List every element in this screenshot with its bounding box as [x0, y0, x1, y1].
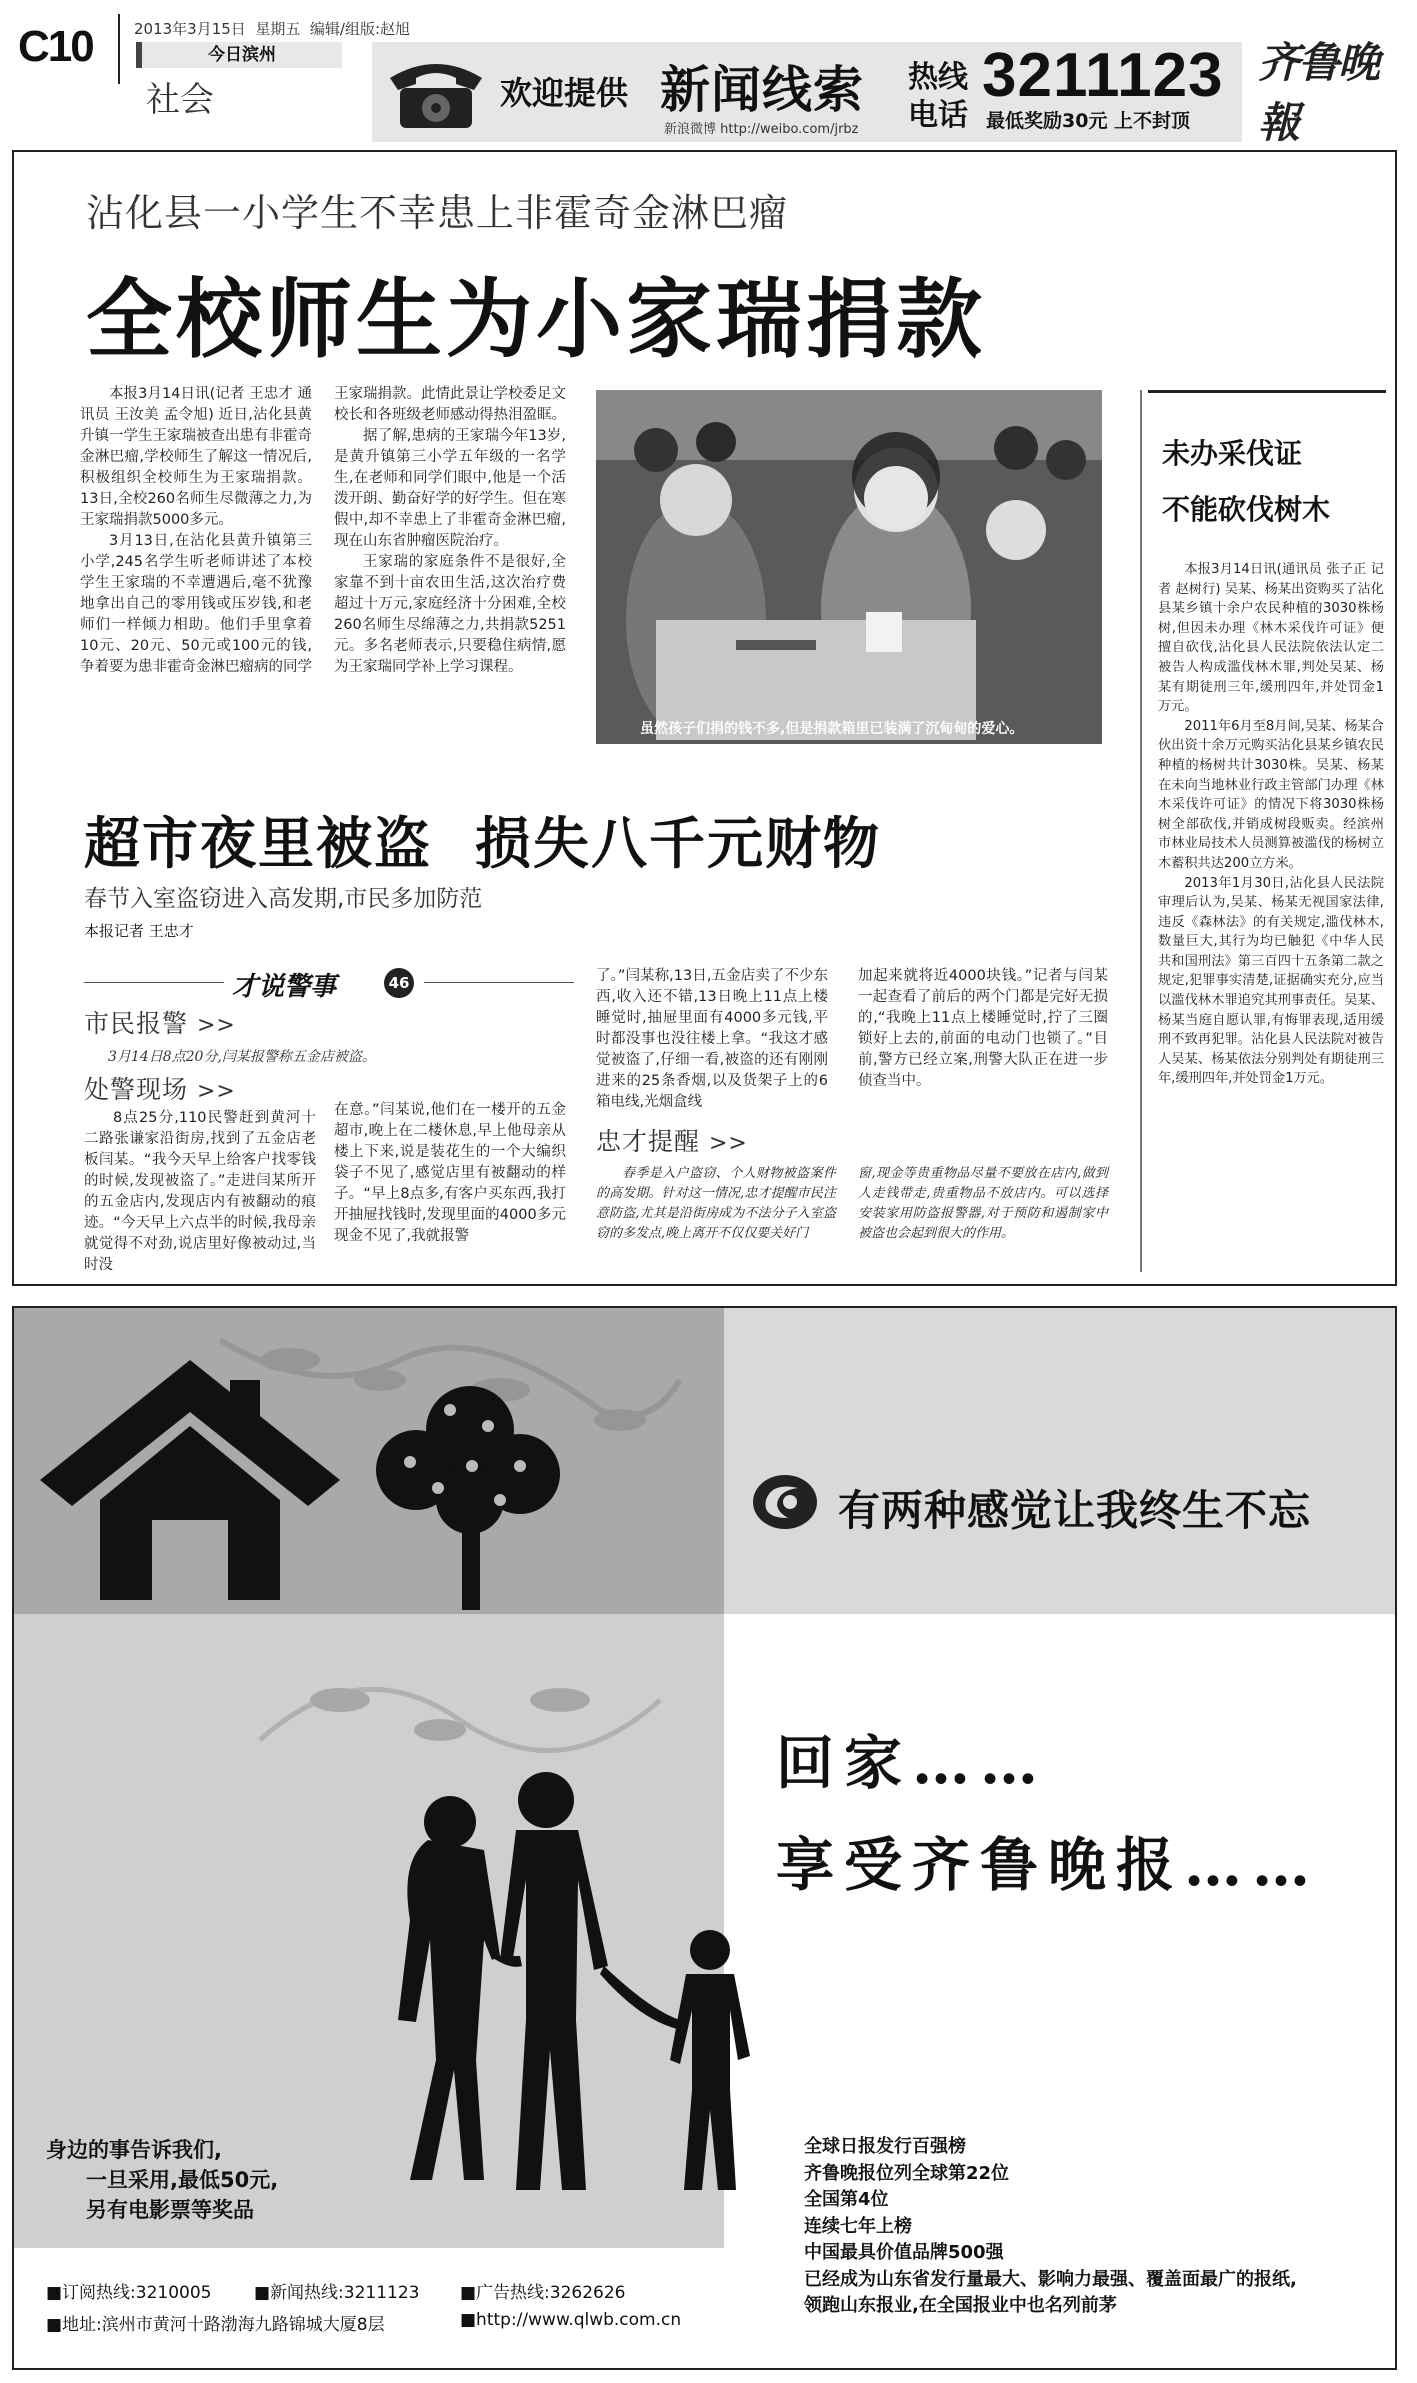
story2-byline: 本报记者 王忠才 — [84, 922, 194, 940]
column-name: 才说警事 — [232, 972, 337, 1002]
news-hotline: ■新闻热线:3211123 — [254, 2283, 420, 2303]
header-divider — [118, 14, 120, 84]
section-name: 社会 — [146, 80, 214, 120]
column-banner-line-left — [84, 982, 224, 983]
sidebar-body: 本报3月14日讯(通讯员 张子正 记者 赵树行) 吴某、杨某出资购买了沾化县某乡镇十余户农民种植的3030株杨树,但因未办理《林木采伐许可证》便擅自砍伐,沾化县人民法院依法认定二被告人构成滥伐林木罪,判处吴某、杨某有期徒刑三年,缓刑四年,并处罚金1万元。 2011年6月至8月间,吴某、杨某合伙出资十余万元购买沾化县某乡镇农民种植的杨树共计3030株。吴某、杨某在未向当地林业行政主管部门办理《林木采伐许可证》的情况下将3030株杨树全部砍伐,并销成树段贩卖。经滨州市林业局技术人员测算被滥伐的杨树立木蓄积共达200立方米。 2013年1月30日,沾化县人民法院审理后认为,吴某、杨某无视国家法律,违反《森林法》的有关规定,滥伐林木,数量巨大,其行为均已触犯《中华人民共和国刑法》第三百四十五条第二款之规定,犯罪事实清楚,证据确实充分,应当以滥伐林木罪追究其刑事责任。吴某、杨某当庭自愿认罪,有悔罪表现,适用缓刑不致再犯罪。沾化县人民法院对被告人吴某、杨某依法分别判处有期徒刑三年,缓刑四年,并处罚金1万元。 — [1158, 562, 1384, 1087]
issue-date: 2013年3月15日 星期五 编辑/组版:赵旭 — [134, 20, 411, 38]
family-silhouette — [380, 1760, 780, 2200]
story1-col1: 本报3月14日讯(记者 王忠才 通讯员 王汝美 孟令旭) 近日,沾化县黄升镇一学生王家瑞被查出患有非霍奇金淋巴瘤,学校师生了解这一情况后,积极组织全校师生为王家瑞捐款。13日,全校260名师生尽微薄之力,为王家瑞捐款5000多元。 3月13日,在沾化县黄升镇第三小学,245名学生听老师讲述了本校学生王家瑞的不幸遭遇后,毫不犹豫地拿出自己的零用钱或压岁钱,和老师们一样倾力相助。他们手里拿着10元、20元、50元或100元的钱,争着要为患非霍奇金淋巴瘤病的同学 — [80, 386, 312, 675]
hotline-reward: 最低奖励30元 上不封顶 — [986, 110, 1191, 132]
rank-line: 齐鲁晚报位列全球第22位 — [804, 2162, 1010, 2184]
column-number-badge: 46 — [384, 968, 414, 998]
remind-col2: 窗,现金等贵重物品尽量不要放在店内,做到人走钱带走,贵重物品不放店内。可以选择安装家用防盗报警器,对于预防和遏制家中被盗也会起到很大的作用。 — [858, 1166, 1108, 1241]
subscribe-hotline: ■订阅热线:3210005 — [46, 2283, 212, 2303]
tree-icon — [370, 1370, 570, 1610]
website-url[interactable]: ■http://www.qlwb.com.cn — [460, 2310, 682, 2330]
rank-line: 领跑山东报业,在全国报业中也名列前茅 — [804, 2295, 1117, 2316]
section-scene: 处警现场 >> — [84, 1075, 236, 1104]
brand-logo-icon — [752, 1474, 818, 1530]
hotline-number: 3211123 — [982, 41, 1224, 110]
ad-line-home: 回家…… — [776, 1729, 1049, 1797]
rank-line: 连续七年上榜 — [804, 2215, 912, 2237]
story2-col2: 在意。”闫某说,他们在一楼开的五金超市,晚上在二楼休息,早上他母亲从楼上下来,说是装花生的一个大编织袋子不见了,感觉店里有被翻动的样子。“早上8点多,有客户买东西,我打开抽屉找钱时,发现里面的4000多元现金不见了,我就报警 — [334, 1102, 566, 1244]
ad-left-line-3: 另有电影票等奖品 — [86, 2198, 254, 2222]
sidebar-title-2: 不能砍伐树木 — [1162, 493, 1331, 526]
story2-col4: 加起来就将近4000块钱。”记者与闫某一起查看了前后的两个门都是完好无损的,“我晚上11点上楼睡觉时,拧了三圈锁好上去的,前面的电动门也锁了。”目前,警方已经立案,刑警大队正在进一步侦查当中。 — [858, 968, 1108, 1089]
rank-line: 中国最具价值品牌500强 — [804, 2242, 1004, 2263]
story1-photo — [596, 390, 1102, 744]
ad-slogan: 有两种感觉让我终生不忘 — [838, 1486, 1312, 1535]
telephone-icon — [382, 48, 490, 134]
section-tag: 今日滨州 — [136, 42, 342, 68]
banner-welcome: 欢迎提供 — [500, 74, 629, 112]
story2-col1: 8点25分,110民警赶到黄河十二路张谦家沿街房,找到了五金店老板闫某。“我今天早上给客户找零钱的时候,发现被盗了。”走进闫某所开的五金店内,发现店内有被翻动的痕迹。“今天早上六点半的时候,我母亲就觉得不对劲,说店里好像被动过,当时没 — [84, 1110, 316, 1273]
story2-headline: 超市夜里被盗 损失八千元财物 — [84, 812, 881, 877]
ad-left-line-1: 身边的事告诉我们, — [46, 2138, 222, 2162]
ad-top-band-right — [724, 1308, 1395, 1614]
rank-line: 全国第4位 — [804, 2189, 889, 2210]
hotline-label-1: 热线 — [908, 60, 968, 95]
story2-col3: 了。”闫某称,13日,五金店卖了不少东西,收入还不错,13日晚上11点上楼睡觉时,抽屉里面有4000多元钱,平时都没事也没往楼上拿。“我这才感觉被盗了,仔细一看,被盗的还有刚刚进来的25条香烟,以及货架子上的6箱电线,光烟盒线 — [596, 968, 828, 1110]
banner-weibo: 新浪微博 http://weibo.com/jrbz — [664, 122, 859, 137]
address: ■地址:滨州市黄河十路渤海九路锦城大厦8层 — [46, 2315, 385, 2335]
hotline-label-2: 电话 — [908, 98, 968, 133]
sidebar-title-1: 未办采伐证 — [1162, 437, 1303, 470]
rank-line: 全球日报发行百强榜 — [804, 2136, 966, 2157]
ad-rank-list — [804, 2134, 1364, 2320]
story1-photo-caption: 虽然孩子们捐的钱不多,但是捐款箱里已装满了沉甸甸的爱心。 — [640, 721, 1024, 737]
house-icon — [40, 1360, 340, 1600]
report-text: 3月14日8点20分,闫某报警称五金店被盗。 — [108, 1049, 376, 1065]
ad-hotline: ■广告热线:3262626 — [460, 2283, 626, 2303]
rank-line: 已经成为山东省发行量最大、影响力最强、覆盖面最广的报纸, — [804, 2268, 1297, 2290]
column-banner-line-right — [424, 982, 574, 983]
banner-news: 新闻线索 — [660, 61, 864, 119]
ad-line-enjoy: 享受齐鲁晚报…… — [776, 1831, 1321, 1899]
sidebar-divider — [1140, 390, 1142, 1272]
story1-col2: 王家瑞捐款。此情此景让学校委足文校长和各班级老师感动得热泪盈眶。 据了解,患病的王家瑞今年13岁,是黄升镇第三小学五年级的一名学生,在老师和同学们眼中,他是一个活泼开朗、勤奋好学的好学生。但在寒假中,却不幸患上了非霍奇金淋巴瘤,现在山东省肿瘤医院治疗。 王家瑞的家庭条件不是很好,全家靠不到十亩农田生活,这次治疗费超过十万元,家庭经济十分困难,全校260名师生尽绵薄之力,共捐款5251元。多名老师表示,只要稳住病情,愿为王家瑞同学补上学习课程。 — [334, 386, 566, 675]
story1-headline: 全校师生为小家瑞捐款 — [86, 270, 986, 370]
section-remind: 忠才提醒 >> — [596, 1127, 748, 1156]
section-report: 市民报警 >> — [84, 1009, 236, 1038]
story2-subhead: 春节入室盗窃进入高发期,市民多加防范 — [84, 886, 483, 912]
ad-left-line-2: 一旦采用,最低50元, — [86, 2168, 279, 2192]
story1-kicker: 沾化县一小学生不幸患上非霍奇金淋巴瘤 — [86, 191, 789, 235]
masthead-logo: 齐鲁晚報 — [1258, 38, 1379, 147]
remind-col1: 春季是入户盗窃、个人财物被盗案件的高发期。针对这一情况,忠才提醒市民注意防盗,尤其是沿街房成为不法分子入室盗窃的多发点,晚上离开不仅仅要关好门 — [596, 1166, 836, 1241]
page-number: C10 — [18, 22, 93, 71]
